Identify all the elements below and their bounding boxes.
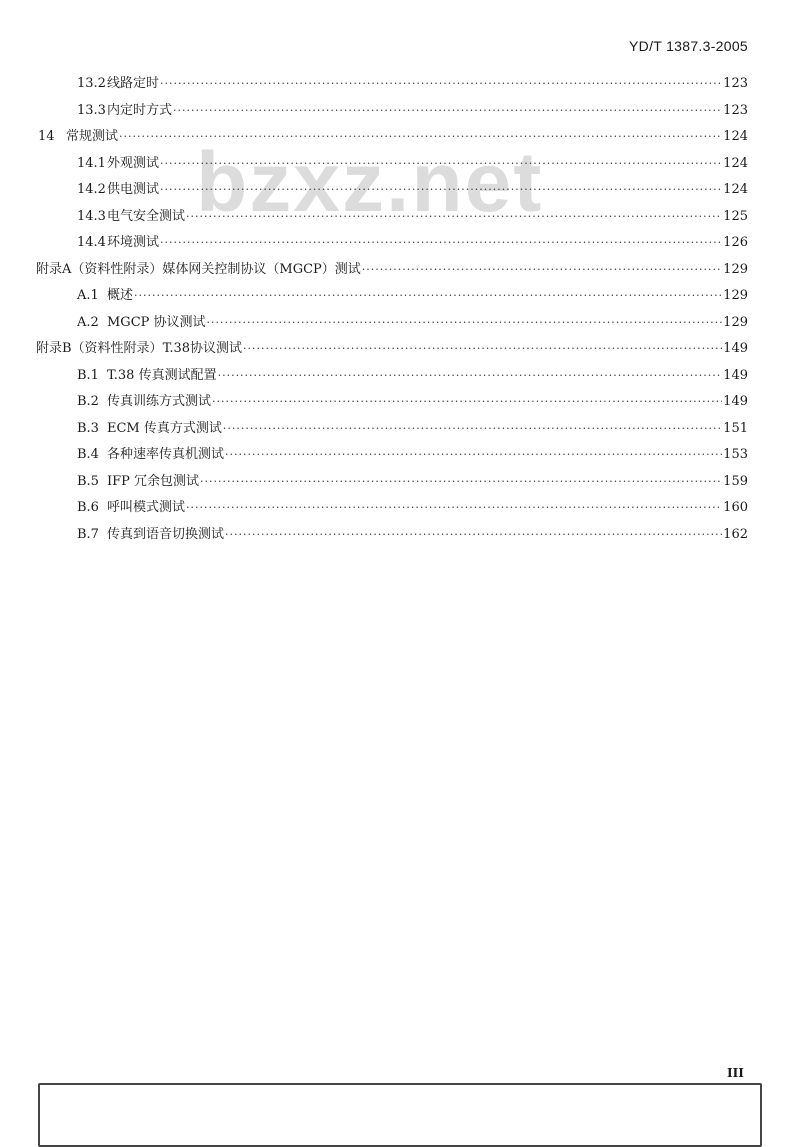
toc-entry-page: 123 — [723, 102, 748, 118]
leader-dots — [134, 289, 722, 302]
toc-entry-number: B.1 — [77, 367, 99, 383]
toc-entry-title: 概述 — [107, 288, 134, 303]
leader-dots — [200, 475, 722, 488]
toc-entry-number: A.1 — [77, 288, 99, 303]
toc-entry[interactable] — [0, 443, 748, 465]
leader-dots — [207, 316, 723, 329]
toc-entry-number: 14.4 — [77, 235, 106, 250]
toc-entry-number: A.2 — [77, 314, 99, 330]
toc-entry-number: 14.3 — [77, 208, 106, 224]
toc-entry-page: 124 — [723, 129, 748, 144]
toc-entry-number: 14.1 — [77, 155, 106, 171]
leader-dots — [212, 395, 722, 408]
toc-entry-number: B.4 — [77, 447, 99, 462]
toc-entry[interactable] — [0, 152, 748, 174]
toc-entry[interactable] — [0, 99, 748, 121]
toc-entry[interactable] — [0, 72, 748, 94]
toc-entry[interactable] — [0, 178, 748, 200]
toc-entry-page: 149 — [723, 341, 748, 356]
leader-dots — [243, 342, 722, 355]
toc-entry-title: 供电测试 — [107, 182, 160, 197]
toc-entry-title: 环境测试 — [107, 235, 160, 250]
toc-entry[interactable] — [0, 284, 748, 306]
leader-dots — [186, 501, 722, 514]
leader-dots — [119, 130, 722, 143]
toc-entry-page: 129 — [723, 288, 748, 303]
leader-dots — [225, 528, 722, 541]
toc-entry-page: 159 — [723, 473, 748, 489]
toc-entry-number: 13.2 — [77, 76, 106, 91]
toc-entry-number: B.6 — [77, 500, 99, 515]
toc-entry-title: 各种速率传真机测试 — [107, 447, 225, 462]
toc-entry-title: 呼叫模式测试 — [107, 500, 186, 515]
toc-entry[interactable] — [0, 496, 748, 518]
toc-entry-number: B.3 — [77, 420, 99, 436]
toc-entry-page: 149 — [723, 367, 748, 383]
page-number: III — [727, 1066, 744, 1080]
toc-entry-page: 149 — [723, 394, 748, 409]
toc-entry-title: 外观测试 — [107, 155, 160, 171]
leader-dots — [218, 369, 723, 382]
leader-dots — [160, 183, 722, 196]
toc-entry[interactable] — [0, 470, 748, 492]
toc-entry-number: 附录B（资料性附录） — [36, 341, 163, 356]
toc-entry-page: 153 — [723, 447, 748, 462]
toc-entry-title: 传真训练方式测试 — [107, 394, 212, 409]
toc-entry-page: 151 — [723, 420, 748, 436]
leader-dots — [225, 448, 722, 461]
footer-frame — [38, 1083, 762, 1147]
toc-entry-number: 14.2 — [77, 182, 106, 197]
toc-entry[interactable] — [0, 231, 748, 253]
toc-entry-number: 13.3 — [77, 102, 106, 118]
toc-entry-number: B.7 — [77, 526, 99, 542]
toc-entry-title: MGCP 协议测试 — [107, 314, 206, 330]
toc-entry[interactable] — [0, 390, 748, 412]
toc-entry[interactable] — [0, 337, 748, 359]
leader-dots — [160, 236, 722, 249]
toc-entry-page: 126 — [723, 235, 748, 250]
toc-entry-number: 14 — [38, 129, 55, 144]
leader-dots — [362, 263, 722, 276]
leader-dots — [186, 210, 722, 223]
leader-dots — [173, 104, 722, 117]
toc-entry-page: 123 — [723, 76, 748, 91]
toc-entry-page: 160 — [723, 500, 748, 515]
standard-code-header: YD/T 1387.3-2005 — [629, 38, 748, 54]
toc-entry[interactable] — [0, 205, 748, 227]
toc-entry[interactable] — [0, 364, 748, 386]
toc-entry[interactable] — [0, 417, 748, 439]
watermark: bzxz.net — [196, 135, 544, 229]
toc-entry-title: IFP 冗余包测试 — [107, 473, 200, 489]
toc-entry-page: 162 — [723, 526, 748, 542]
toc-entry-title: T.38 传真测试配置 — [107, 367, 217, 383]
leader-dots — [160, 77, 722, 90]
toc-entry[interactable] — [0, 311, 748, 333]
toc-entry-title: 电气安全测试 — [107, 208, 186, 224]
toc-entry-title: 内定时方式 — [107, 102, 173, 118]
toc-entry-title: 传真到语音切换测试 — [107, 526, 225, 542]
toc-entry-page: 129 — [723, 261, 748, 277]
toc-entry-page: 129 — [723, 314, 748, 330]
toc-entry-title: T.38协议测试 — [162, 341, 242, 356]
toc-entry-title: 线路定时 — [107, 76, 160, 91]
toc-entry-title: 常规测试 — [66, 129, 119, 144]
leader-dots — [160, 157, 722, 170]
toc-entry-page: 124 — [723, 155, 748, 171]
toc-entry-number: 附录A（资料性附录） — [36, 261, 163, 277]
toc-entry[interactable] — [0, 125, 748, 147]
toc-entry-page: 125 — [723, 208, 748, 224]
toc-entry-number: B.2 — [77, 394, 99, 409]
leader-dots — [223, 422, 722, 435]
toc-entry-number: B.5 — [77, 473, 99, 489]
toc-entry[interactable] — [0, 258, 748, 280]
toc-entry-title: 媒体网关控制协议（MGCP）测试 — [162, 261, 361, 277]
toc-entry-page: 124 — [723, 182, 748, 197]
toc-entry-title: ECM 传真方式测试 — [107, 420, 222, 436]
toc-entry[interactable] — [0, 523, 748, 545]
